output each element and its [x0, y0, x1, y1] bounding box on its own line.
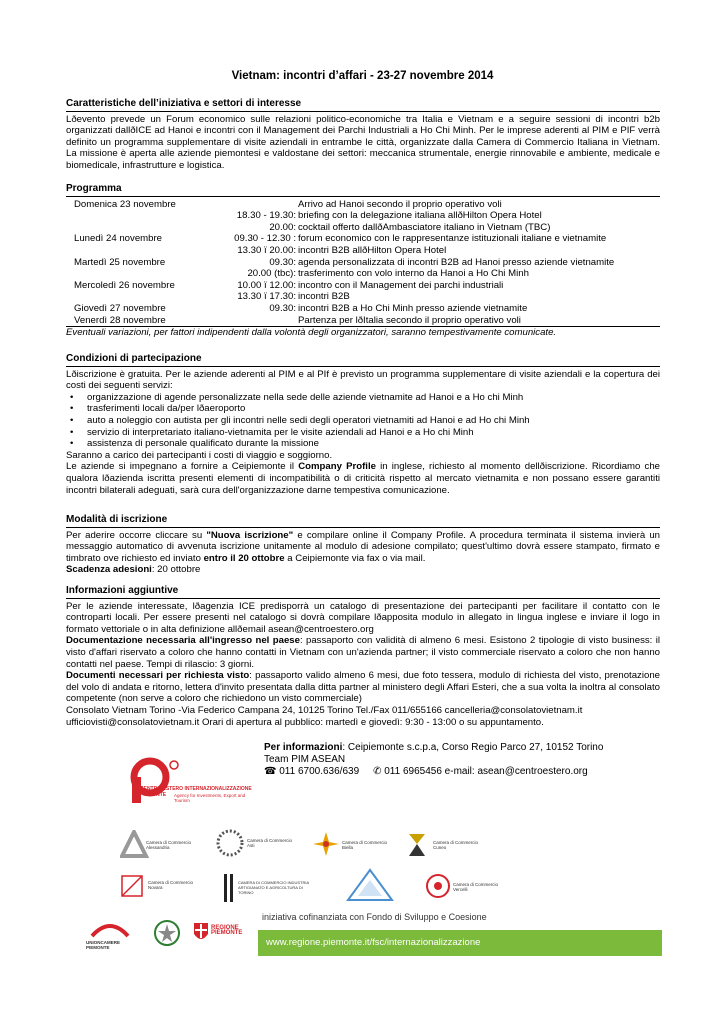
- program-row: [66, 233, 660, 245]
- chamber-label: Camera di Commercio Cuneo: [433, 840, 479, 850]
- ceip-line-1: CENTRO ESTERO INTERNAZIONALIZZAZIONE: [140, 786, 252, 792]
- conditions-heading: Condizioni di partecipazione: [66, 353, 660, 367]
- ceip-line-3: Agency for Investments, Export and Tourism: [174, 793, 246, 803]
- phone-2: 011 6965456: [384, 766, 442, 777]
- consulate-line-1: Consolato Vietnam Torino -Via Federico Campana 24, 10125 Torino Tel./Fax 011/655166 cancelleria@consolatovietnam.it: [66, 704, 583, 716]
- contact-address: : Ceipiemonte s.c.p.a, Corso Regio Parco 27, 10152 Torino: [342, 742, 604, 753]
- vercelli-logo-icon: [425, 872, 451, 900]
- program-time: 10.00 ï 12.00:: [237, 279, 296, 291]
- italian-republic-emblem: [152, 918, 182, 948]
- unioncamere-label: UNIONCAMERE PIEMONTE: [86, 940, 121, 950]
- program-time: 13.30 ï 20.00:: [237, 244, 296, 256]
- features-heading: Caratteristiche dell’iniziativa e settori di interesse: [66, 98, 660, 112]
- program-time: 09.30:: [269, 302, 296, 314]
- conditions-costs: Saranno a carico dei partecipanti i costi di viaggio e soggiorno.: [66, 449, 333, 461]
- list-item: • assistenza di personale qualificato durante la missione: [66, 438, 660, 450]
- contact-email: e-mail: asean@centroestero.org: [444, 766, 588, 777]
- page-title: Vietnam: incontri d’affari - 23-27 novembre 2014: [231, 70, 494, 82]
- program-row: [66, 257, 660, 269]
- program-day: Giovedì 27 novembre: [74, 302, 166, 314]
- program-activity: incontro con il Management dei parchi industriali: [298, 279, 504, 291]
- program-activity: trasferimento con volo interno da Hanoi a Ho Chi Minh: [298, 268, 529, 280]
- entry-docs-text: : passaporto con validità di almeno 6 mesi. Esistono 2 tipologie di visto business: il visto d'affari riservato a coloro che hanno contatti in Vietnam con un'azienda partner; il visto commerciale riservato a coloro che non hanno contatti nel paese. Tempi di rilascio: 3 giorni.: [66, 635, 660, 670]
- program-activity: Arrivo ad Hanoi secondo il proprio operativo voli: [298, 198, 502, 210]
- contact-label: Per informazioni: [264, 742, 343, 753]
- regione-label: REGIONE PIEMONTE: [211, 925, 243, 936]
- registration-text-5: a Ceipiemonte via fax o via mail.: [284, 552, 426, 564]
- list-item: • auto a noleggio con autista per gli incontri nelle sedi degli operatori vietnamiti ad Hanoi e ad Ho chi Minh: [66, 415, 660, 427]
- program-activity: Partenza per lðItalia secondo il proprio operativo voli: [298, 314, 521, 326]
- fax-icon: ✆: [373, 766, 382, 777]
- services-list: [66, 392, 660, 450]
- program-time: 09.30 - 12.30 :: [234, 233, 296, 245]
- program-section: [66, 183, 660, 339]
- list-item: • organizzazione di agende personalizzate nella sede delle aziende vietnamite ad Hanoi e a Ho chi Minh: [66, 392, 660, 404]
- program-activity: forum economico con le rappresentanze istituzionali italiane e vietnamite: [298, 233, 607, 245]
- program-row: [66, 268, 660, 280]
- deadline-value: : 20 ottobre: [151, 564, 201, 576]
- program-row: [66, 210, 660, 222]
- novara-logo-icon: [120, 872, 146, 900]
- ceip-line-2: PIEMONTE: [140, 792, 167, 798]
- registration-text-3: e compilare online il Company Profile. A procedura terminata il sistema invierà un messaggio automatico di avvenuta iscrizione unitamente al modulo di adesione compilato; quest'ultimo dovrà essere stampato, firmato e timbrato ove richiesto ed inviato: [66, 529, 660, 564]
- program-row: [66, 303, 660, 315]
- triangle-logo: [340, 866, 400, 906]
- profile-text-a: Le aziende si impegnano a fornire a Ceipiemonte il: [66, 461, 299, 473]
- program-row: [66, 280, 660, 292]
- contact-line-1: [264, 742, 664, 754]
- program-activity: briefing con la delegazione italiana allðHilton Opera Hotel: [298, 210, 542, 222]
- regione-shield-icon: [193, 922, 209, 944]
- program-day: Domenica 23 novembre: [74, 198, 176, 210]
- chamber-label: Camera di Commercio Alessandria: [146, 840, 192, 850]
- program-day: Martedì 25 novembre: [74, 256, 166, 268]
- chamber-logo-asti: [215, 828, 295, 858]
- footer-band: [258, 930, 662, 956]
- chamber-label: CAMERA DI COMMERCIO INDUSTRIA ARTIGIANATO E AGRICOLTURA DI TORINO: [238, 880, 309, 895]
- consulate-line-2: ufficiovisti@consolatovietnam.it Orari di apertura al pubblico: martedì e giovedì: 9:30 - 13:00 o su appuntamento.: [66, 716, 544, 728]
- visa-docs-text: : passaporto valido almeno 6 mesi, due foto tessera, modulo di richiesta del visto, prenotazione del volo di andata e ritorno, lettera d'invito presentata dalla ditta partner al ministero degli Affari Esteri, che a sua volta la inoltra al consolato competente (non serve a coloro che richiedono un visto commerciale): [66, 670, 660, 705]
- chamber-logo-novara: [120, 872, 205, 902]
- program-time: 09.30:: [269, 256, 296, 268]
- registration-text-1: Per aderire occorre cliccare su: [66, 529, 207, 541]
- entry-docs-label: Documentazione necessaria all'ingresso nel paese: [66, 635, 300, 647]
- program-activity: agenda personalizzata di incontri B2B ad Hanoi presso aziende vietnamite: [298, 256, 615, 268]
- chamber-label: Camera di Commercio Novara: [148, 880, 194, 890]
- program-activity: incontri B2B a Ho Chi Minh presso aziende vietnamite: [298, 302, 528, 314]
- chamber-logo-alessandria: [120, 830, 200, 860]
- contact-team: Team PIM ASEAN: [264, 754, 346, 765]
- program-time: 20.00 (tbc):: [247, 268, 296, 280]
- chamber-label: Camera di Commercio Vercelli: [453, 882, 499, 892]
- program-day: Mercoledì 26 novembre: [74, 279, 175, 291]
- program-time: 20.00:: [269, 221, 296, 233]
- registration-deadline-bold: entro il 20 ottobre: [203, 552, 285, 564]
- phone-1: 011 6700.636/639: [279, 766, 360, 777]
- profile-text-bold: Company Profile: [298, 461, 376, 473]
- conditions-intro: Lðiscrizione è gratuita. Per le aziende aderenti al PIM e al PIf è previsto un programma supplementare di visite aziendali e la copertura dei costi dei seguenti servizi:: [66, 368, 660, 392]
- cofinance-text: iniziativa cofinanziata con Fondo di Sviluppo e Coesione: [262, 912, 487, 922]
- chamber-logo-vercelli: [425, 872, 510, 902]
- republic-emblem-icon: [152, 918, 182, 948]
- program-note: Eventuali variazioni, per fattori indipendenti dalla volontà degli organizzatori, saranno tempestivamente comunicate.: [66, 326, 660, 339]
- chamber-label: Camera di Commercio Biella: [342, 840, 388, 850]
- profile-text-c: in inglese, richiesto al momento dellðiscrizione. Ricordiamo che qualora lðazienda iscritta presenti elementi di incompatibilità o di criticità rispetto al mercato vietnamita e non possano essere garantiti incontri bilaterali adeguati, sarà cura dell'organizzazione darne tempestiva comunicazione.: [66, 461, 661, 496]
- cuneo-logo-icon: [405, 830, 431, 858]
- deadline-line: [66, 564, 660, 576]
- triangle-logo-icon: [340, 866, 400, 906]
- deadline-label: Scadenza adesioni: [66, 564, 152, 576]
- conditions-profile: [66, 461, 660, 496]
- chamber-logo-biella: [312, 830, 397, 860]
- list-item: • servizio di interpretariato italiano-vietnamita per le visite aziendali ad Hanoi e a Ho chi Minh: [66, 427, 660, 439]
- program-day: Lunedì 24 novembre: [74, 233, 163, 245]
- visa-docs-label: Documenti necessari per richiesta visto: [66, 670, 250, 682]
- chamber-logo-torino: [222, 872, 322, 906]
- program-heading: Programma: [66, 183, 660, 197]
- asti-logo-icon: [215, 828, 245, 858]
- chamber-label: Camera di Commercio Asti: [247, 838, 293, 848]
- program-row: [66, 222, 660, 234]
- program-activity: incontri B2B allðHilton Opera Hotel: [298, 244, 447, 256]
- info-catalog: Per le aziende interessate, lðagenzia ICE predisporrà un catalogo di presentazione dei partecipanti per facilitare il contatto con le controparti locali. Per essere presenti nel catalogo si dovrà compilare lðapposita modulo in allegato in lingua inglese e inviare il logo in formato vettoriale o in alta definizione allðemail asean@centroestero.org: [66, 600, 660, 635]
- biella-logo-icon: [312, 830, 340, 858]
- program-activity: cocktail offerto dallðAmbasciatore italiano in Vietnam (TBC): [298, 221, 551, 233]
- program-row: [66, 315, 660, 327]
- program-row: [66, 199, 660, 211]
- info-heading: Informazioni aggiuntive: [66, 585, 660, 599]
- registration-heading: Modalità di iscrizione: [66, 514, 660, 528]
- unioncamere-logo-icon: [90, 916, 130, 938]
- features-section: [66, 98, 660, 172]
- info-section: [66, 585, 660, 728]
- chamber-logo-cuneo: [405, 830, 485, 860]
- program-row: [66, 245, 660, 257]
- program-activity: incontri B2B: [298, 291, 350, 303]
- phone-icon: ☎: [264, 766, 277, 777]
- contact-phones: [264, 766, 664, 778]
- features-text: Lðevento prevede un Forum economico sulle relazioni politico-economiche tra Italia e Vietnam e a seguire sessioni di incontri b2b organizzati dallðICE ad Hanoi e incontri con il Management dei Parchi Industriali a Ho Chi Minh. Per le imprese aderenti al PIM e PIF verrà definito un programma supplementare di visite aziendali in entrambe le città, organizzate dalla Camera di Commercio Italiana in Vietnam. La missione è aperta alle aziende piemontesi e valdostane dei settori: meccanica strumentale, energie rinnovabile e ambiente, medicale e biomedicale, infrastrutture e logistica.: [66, 113, 660, 171]
- program-time: 18.30 - 19.30:: [236, 210, 296, 222]
- program-time: 13.30 ï 17.30:: [237, 291, 296, 303]
- regione-piemonte-logo: [193, 918, 251, 948]
- new-registration-link[interactable]: "Nuova iscrizione": [206, 529, 294, 541]
- program-day: Venerdì 28 novembre: [74, 314, 166, 326]
- info-visa-docs: [66, 670, 660, 705]
- program-row: [66, 291, 660, 303]
- program-table: [66, 199, 660, 327]
- ceipiemonte-logo: [128, 757, 258, 809]
- contact-block: [264, 742, 664, 778]
- registration-section: [66, 514, 660, 576]
- conditions-section: [66, 353, 660, 496]
- info-entry-docs: [66, 635, 660, 670]
- list-item: • trasferimenti locali da/per lðaeroporto: [66, 403, 660, 415]
- footer-url[interactable]: www.regione.piemonte.it/fsc/internazionalizzazione: [266, 937, 481, 948]
- torino-logo-icon: [222, 872, 236, 904]
- unioncamere-logo: [82, 916, 142, 954]
- registration-text: [66, 530, 660, 565]
